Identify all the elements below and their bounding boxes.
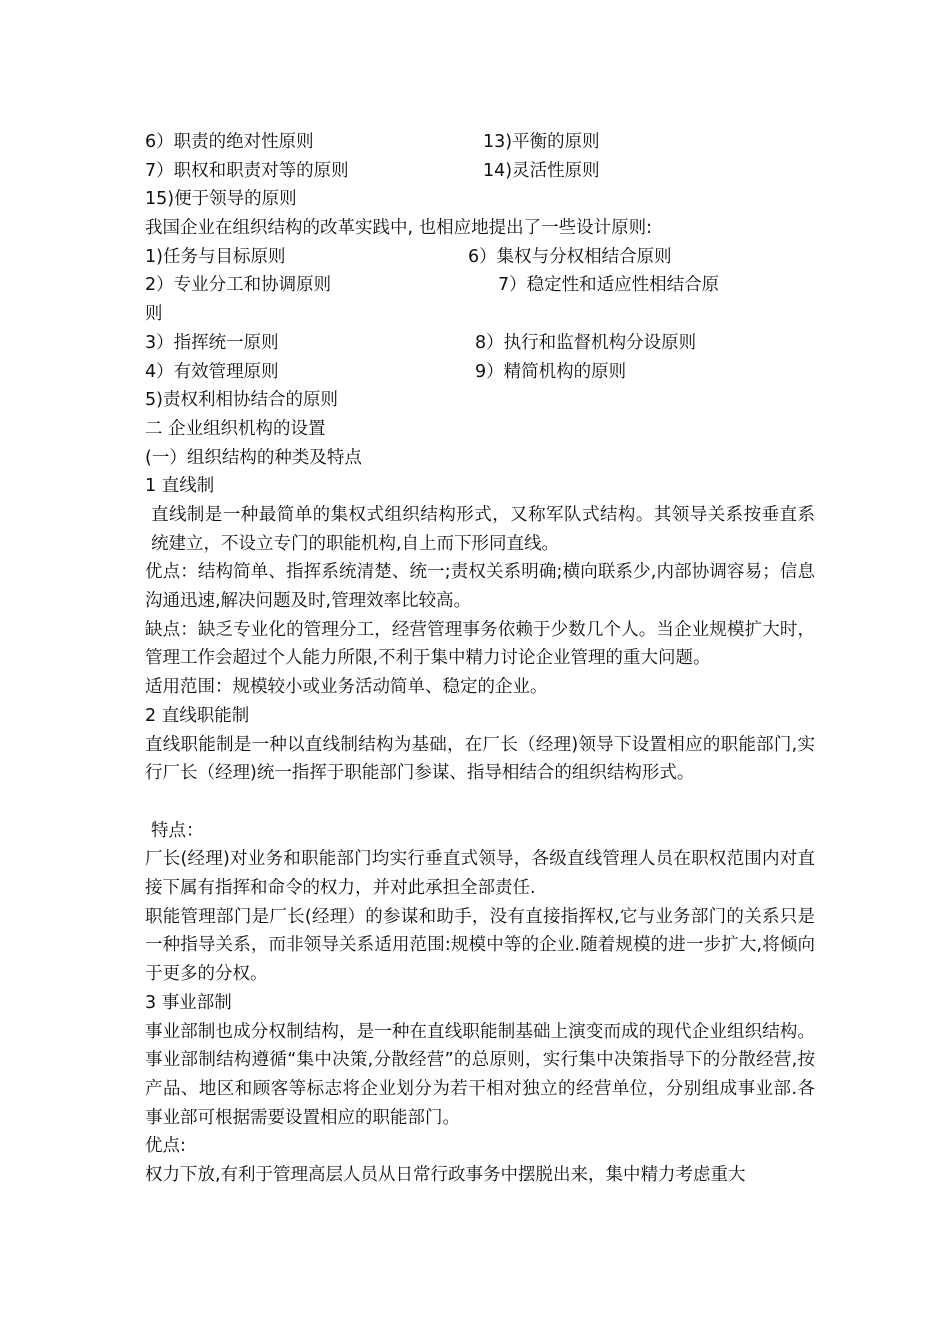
principle-right: 13)平衡的原则	[483, 132, 600, 152]
principle-line: 15)便于领导的原则	[145, 189, 297, 210]
wrapped-char: 则	[145, 304, 163, 325]
principle-row	[145, 271, 815, 300]
paragraph-line-system-scope: 适用范围：规模较小或业务活动简单、稳定的企业。	[145, 677, 548, 698]
principle-line: 5)责权利相协结合的原则	[145, 390, 338, 411]
principle-left: 1)任务与目标原则	[145, 246, 286, 267]
pros-label: 优点:	[145, 1136, 186, 1157]
principle-right: 14)灵活性原则	[483, 160, 600, 181]
blank-line	[145, 788, 815, 817]
paragraph-line-system-desc: 直线制是一种最简单的集权式组织结构形式，又称军队式结构。其领导关系按垂直系统建立，不设立专门的职能机构,自上而下形同直线。	[151, 504, 815, 554]
paragraph-features-1: 厂长(经理)对业务和职能部门均实行垂直式领导，各级直线管理人员在职权范围内对直接下属有指挥和命令的权力，并对此承担全部责任.	[145, 849, 815, 899]
paragraph-division-pros: 权力下放,有利于管理高层人员从日常行政事务中摆脱出来，集中精力考虑重大	[145, 1165, 746, 1186]
features-label: 特点：	[151, 820, 204, 841]
principle-row	[145, 157, 815, 186]
principle-left: 4）有效管理原则	[145, 361, 279, 382]
intro-text: 我国企业在组织结构的改革实践中, 也相应地提出了一些设计原则:	[145, 218, 653, 239]
item-heading-line-functional: 2 直线职能制	[145, 705, 250, 726]
principle-row	[145, 358, 815, 387]
paragraph-division-desc: 事业部制也成分权制结构，是一种在直线职能制基础上演变而成的现代企业组织结构。事业部制结构遵循“集中决策,分散经营”的总原则，实行集中决策指导下的分散经营,按产品、地区和顾客等标志将企业划分为若干相对独立的经营单位，分别组成事业部.各事业部可根据需要设置相应的职能部门。	[145, 1021, 815, 1128]
paragraph-features-2: 职能管理部门是厂长(经理）的参谋和助手，没有直接指挥权,它与业务部门的关系只是一种指导关系，而非领导关系适用范围:规模中等的企业.随着规模的进一步扩大,将倾向于更多的分权。	[145, 906, 815, 985]
paragraph-line-system-cons: 缺点：缺乏专业化的管理分工，经营管理事务依赖于少数几个人。当企业规模扩大时，管理工作会超过个人能力所限,不利于集中精力讨论企业管理的重大问题。	[145, 619, 815, 669]
item-heading-division: 3 事业部制	[145, 992, 232, 1013]
principle-right: 6）集权与分权相结合原则	[468, 246, 672, 267]
principle-left: 6）职责的绝对性原则	[145, 132, 314, 152]
subsection-heading: (一）组织结构的种类及特点	[145, 447, 362, 468]
principle-right: 7）稳定性和适应性相结合原	[498, 275, 720, 296]
principle-row	[145, 128, 815, 157]
principle-right: 9）精简机构的原则	[475, 361, 627, 382]
principle-left: 2）专业分工和协调原则	[145, 275, 332, 296]
paragraph-line-functional-desc: 直线职能制是一种以直线制结构为基础，在厂长（经理)领导下设置相应的职能部门,实行厂长（经理)统一指挥于职能部门参谋、指导相结合的组织结构形式。	[145, 734, 815, 784]
item-heading-line-system: 1 直线制	[145, 476, 215, 497]
principle-left: 3）指挥统一原则	[145, 332, 279, 353]
principle-row	[145, 329, 815, 358]
document-body	[145, 128, 815, 1190]
section-heading: 二 企业组织机构的设置	[145, 418, 326, 439]
paragraph-line-system-pros: 优点：结构简单、指挥系统清楚、统一;责权关系明确;横向联系少,内部协调容易；信息沟通迅速,解决问题及时,管理效率比较高。	[145, 562, 815, 612]
principle-left: 7）职权和职责对等的原则	[145, 160, 349, 181]
principle-row	[145, 243, 815, 272]
principle-right: 8）执行和监督机构分设原则	[475, 332, 697, 353]
